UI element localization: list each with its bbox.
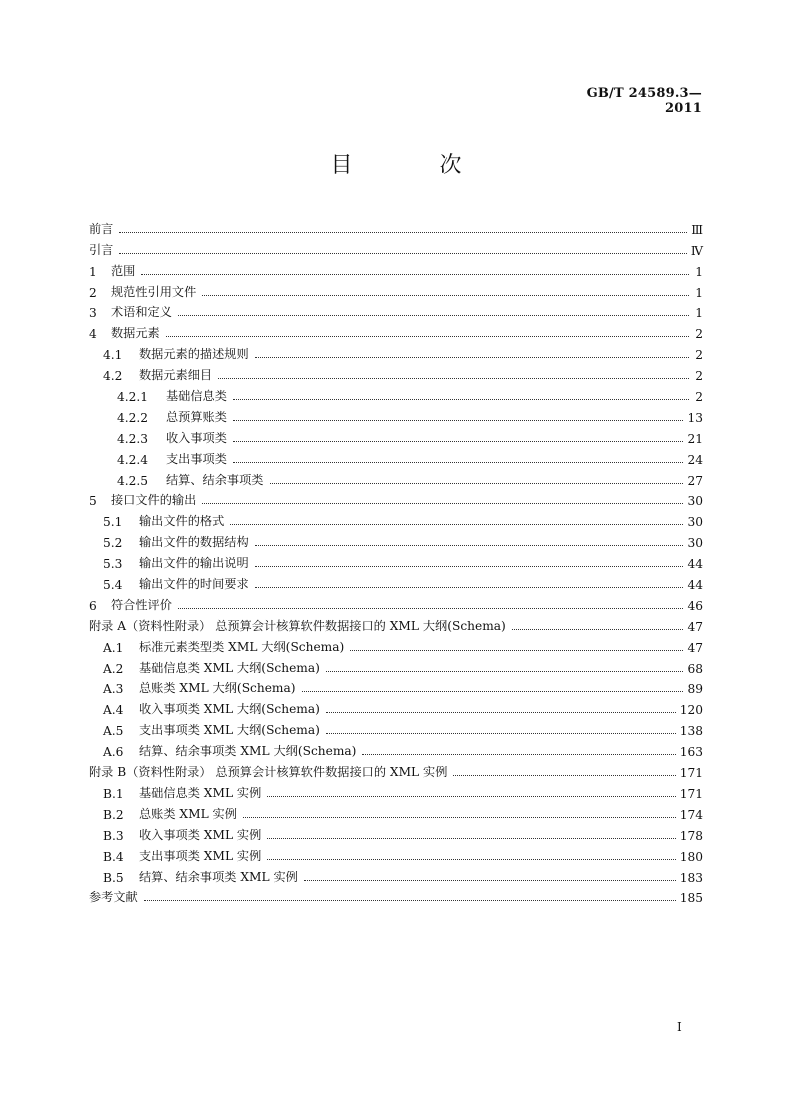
toc-entry-title: 总预算账类 — [166, 409, 227, 424]
toc-entry-title: 收入事项类 XML 实例 — [139, 827, 262, 842]
toc-dot-leader — [255, 357, 689, 358]
toc-entry-number: 5.3 — [103, 557, 123, 572]
toc-entry-number: B.1 — [103, 786, 124, 801]
toc-entry[interactable] — [89, 676, 703, 697]
toc-entry-number: A.4 — [103, 703, 124, 718]
toc-dot-leader — [119, 232, 687, 233]
toc-entry-page: 171 — [679, 766, 703, 781]
toc-entry-title: 规范性引用文件 — [111, 284, 197, 299]
toc-entry-number: B.2 — [103, 807, 124, 822]
toc-dot-leader — [302, 691, 684, 692]
toc-entry[interactable] — [89, 300, 703, 321]
toc-entry-page: 185 — [679, 891, 703, 906]
toc-entry-number: 4.2.3 — [117, 431, 149, 446]
toc-entry-title: 收入事项类 — [166, 430, 227, 445]
toc-entry-page: Ⅳ — [690, 243, 703, 258]
toc-dot-leader — [326, 671, 684, 672]
toc-entry-title: 数据元素 — [111, 326, 160, 341]
toc-dot-leader — [233, 441, 684, 442]
toc-entry-page: 1 — [695, 264, 703, 279]
toc-dot-leader — [218, 378, 689, 379]
toc-entry-page: 68 — [687, 661, 703, 676]
toc-dot-leader — [202, 295, 689, 296]
toc-entry-title: 结算、结余事项类 XML 大纲(Schema) — [139, 744, 357, 759]
toc-entry-page: 27 — [687, 473, 703, 488]
toc-dot-leader — [255, 587, 684, 588]
toc-dot-leader — [512, 629, 684, 630]
toc-entry[interactable] — [89, 780, 703, 801]
toc-entry[interactable] — [89, 258, 703, 279]
toc-entry-number: 4.2.4 — [117, 452, 149, 467]
toc-entry-number: 4.2 — [103, 369, 123, 384]
toc-entry-page: 120 — [679, 703, 703, 718]
toc-entry-page: 138 — [679, 724, 703, 739]
toc-entry[interactable] — [89, 759, 703, 780]
toc-dot-leader — [144, 900, 676, 901]
toc-entry-page: 174 — [679, 807, 703, 822]
toc-entry[interactable] — [89, 613, 703, 634]
toc-dot-leader — [304, 880, 676, 881]
toc-entry-page: 46 — [687, 598, 703, 613]
toc-dot-leader — [270, 483, 684, 484]
toc-dot-leader — [362, 754, 675, 755]
toc-entry-number: B.4 — [103, 849, 124, 864]
toc-entry[interactable] — [89, 320, 703, 341]
toc-entry-page: 89 — [687, 682, 703, 697]
toc-entry-title: 数据元素的描述规则 — [139, 347, 249, 362]
toc-entry[interactable] — [89, 446, 703, 467]
toc-entry-title: 支出事项类 — [166, 451, 227, 466]
toc-dot-leader — [350, 650, 683, 651]
toc-entry[interactable] — [89, 550, 703, 571]
toc-dot-leader — [233, 462, 684, 463]
toc-entry[interactable] — [89, 488, 703, 509]
toc-dot-leader — [255, 566, 684, 567]
toc-dot-leader — [119, 253, 686, 254]
toc-entry-page: 2 — [695, 369, 703, 384]
toc-entry-number: 4.2.5 — [117, 473, 149, 488]
toc-entry[interactable] — [89, 592, 703, 613]
toc-entry[interactable] — [89, 864, 703, 885]
toc-entry-title: 接口文件的输出 — [111, 493, 197, 508]
toc-entry-title: 结算、结余事项类 XML 实例 — [139, 869, 298, 884]
toc-entry[interactable] — [89, 738, 703, 759]
toc-entry-number: 4.2.2 — [117, 410, 149, 425]
toc-dot-leader — [141, 274, 689, 275]
toc-entry-title: 基础信息类 XML 实例 — [139, 785, 262, 800]
toc-entry[interactable] — [89, 383, 703, 404]
toc-entry-page: 183 — [679, 870, 703, 885]
standard-code: GB/T 24589.3—2011 — [586, 86, 702, 116]
toc-entry-title: 输出文件的数据结构 — [139, 535, 249, 550]
toc-entry-title: 数据元素细目 — [139, 368, 213, 383]
toc-entry[interactable] — [89, 571, 703, 592]
toc-entry-number: 1 — [89, 264, 97, 279]
toc-entry[interactable] — [89, 696, 703, 717]
toc-entry-title: 前言 — [89, 221, 114, 236]
toc-entry-number: A.3 — [103, 682, 124, 697]
toc-entry[interactable] — [89, 362, 703, 383]
toc-entry[interactable] — [89, 216, 703, 237]
toc-entry-number: A.1 — [103, 640, 124, 655]
toc-entry-page: 30 — [687, 536, 703, 551]
toc-dot-leader — [166, 336, 689, 337]
toc-dot-leader — [267, 796, 675, 797]
toc-entry-number: A.2 — [103, 661, 124, 676]
toc-dot-leader — [326, 712, 676, 713]
toc-entry-page: 2 — [695, 327, 703, 342]
toc-entry[interactable] — [89, 508, 703, 529]
toc-entry-title: 参考文献 — [89, 890, 138, 905]
toc-entry-number: B.3 — [103, 828, 124, 843]
toc-entry-title: 结算、结余事项类 — [166, 472, 264, 487]
toc-entry[interactable] — [89, 529, 703, 550]
toc-entry-page: 163 — [679, 745, 703, 760]
page-title: 目 次 — [330, 153, 502, 178]
toc-entry-page: 30 — [687, 494, 703, 509]
toc-entry-page: 24 — [687, 452, 703, 467]
toc-entry-number: 5.2 — [103, 536, 123, 551]
toc-entry-title: 附录 B（资料性附录） 总预算会计核算软件数据接口的 XML 实例 — [89, 765, 448, 780]
toc-entry-title: 输出文件的时间要求 — [139, 577, 249, 592]
toc-dot-leader — [230, 524, 683, 525]
toc-entry[interactable] — [89, 425, 703, 446]
toc-dot-leader — [233, 399, 689, 400]
toc-entry-page: 13 — [687, 410, 703, 425]
toc-entry[interactable] — [89, 404, 703, 425]
toc-entry-title: 术语和定义 — [111, 305, 172, 320]
toc-entry-page: 1 — [695, 306, 703, 321]
toc-entry-number: A.5 — [103, 724, 124, 739]
toc-entry-number: B.5 — [103, 870, 124, 885]
toc-entry-title: 标准元素类型类 XML 大纲(Schema) — [139, 639, 345, 654]
toc-entry-title: 范围 — [111, 263, 136, 278]
toc-entry-page: 44 — [687, 578, 703, 593]
toc-entry-page: 1 — [695, 285, 703, 300]
toc-entry[interactable] — [89, 885, 703, 906]
toc-entry-number: 5.1 — [103, 515, 123, 530]
toc-entry-page: 171 — [679, 786, 703, 801]
page-number: I — [677, 1020, 682, 1034]
toc-entry-number: 5.4 — [103, 578, 123, 593]
toc-entry[interactable] — [89, 843, 703, 864]
toc-entry[interactable] — [89, 341, 703, 362]
toc-dot-leader — [202, 503, 683, 504]
toc-entry-page: 30 — [687, 515, 703, 530]
toc-entry-title: 引言 — [89, 242, 114, 257]
toc-entry-page: 2 — [695, 390, 703, 405]
toc-entry-page: 2 — [695, 348, 703, 363]
toc-entry-title: 总账类 XML 大纲(Schema) — [139, 681, 296, 696]
toc-entry-page: Ⅲ — [691, 222, 703, 237]
toc-entry-title: 输出文件的格式 — [139, 514, 225, 529]
toc-entry[interactable] — [89, 801, 703, 822]
toc-dot-leader — [255, 545, 684, 546]
toc-dot-leader — [267, 859, 675, 860]
toc-entry-number: 2 — [89, 285, 97, 300]
toc-dot-leader — [178, 608, 684, 609]
toc-dot-leader — [453, 775, 675, 776]
toc-entry-title: 支出事项类 XML 大纲(Schema) — [139, 723, 320, 738]
toc-dot-leader — [243, 817, 676, 818]
toc-entry-number: A.6 — [103, 745, 124, 760]
toc-entry-title: 基础信息类 — [166, 389, 227, 404]
toc-entry-title: 附录 A（资料性附录） 总预算会计核算软件数据接口的 XML 大纲(Schema) — [89, 618, 506, 633]
toc-entry-page: 178 — [679, 828, 703, 843]
toc-entry-page: 44 — [687, 557, 703, 572]
toc-entry-page: 47 — [687, 619, 703, 634]
toc-entry[interactable] — [89, 717, 703, 738]
toc-entry[interactable] — [89, 237, 703, 258]
toc-entry[interactable] — [89, 822, 703, 843]
toc-dot-leader — [233, 420, 684, 421]
toc-entry[interactable] — [89, 655, 703, 676]
toc-entry-number: 6 — [89, 598, 97, 613]
toc-entry-number: 4.1 — [103, 348, 123, 363]
toc-entry-title: 基础信息类 XML 大纲(Schema) — [139, 660, 320, 675]
toc-entry[interactable] — [89, 279, 703, 300]
toc-entry-number: 4.2.1 — [117, 390, 149, 405]
toc-entry-page: 47 — [687, 640, 703, 655]
toc-entry-page: 21 — [687, 431, 703, 446]
toc-entry-title: 符合性评价 — [111, 597, 172, 612]
toc-entry-title: 输出文件的输出说明 — [139, 556, 249, 571]
toc-entry-number: 3 — [89, 306, 97, 321]
toc-entry-title: 支出事项类 XML 实例 — [139, 848, 262, 863]
toc-entry[interactable] — [89, 634, 703, 655]
toc-entry-title: 收入事项类 XML 大纲(Schema) — [139, 702, 320, 717]
toc-entry[interactable] — [89, 467, 703, 488]
toc-entry-page: 180 — [679, 849, 703, 864]
toc-entry-title: 总账类 XML 实例 — [139, 806, 237, 821]
table-of-contents — [89, 216, 703, 905]
toc-entry-number: 5 — [89, 494, 97, 509]
toc-entry-number: 4 — [89, 327, 97, 342]
toc-dot-leader — [267, 838, 675, 839]
toc-dot-leader — [178, 315, 689, 316]
toc-dot-leader — [326, 733, 676, 734]
